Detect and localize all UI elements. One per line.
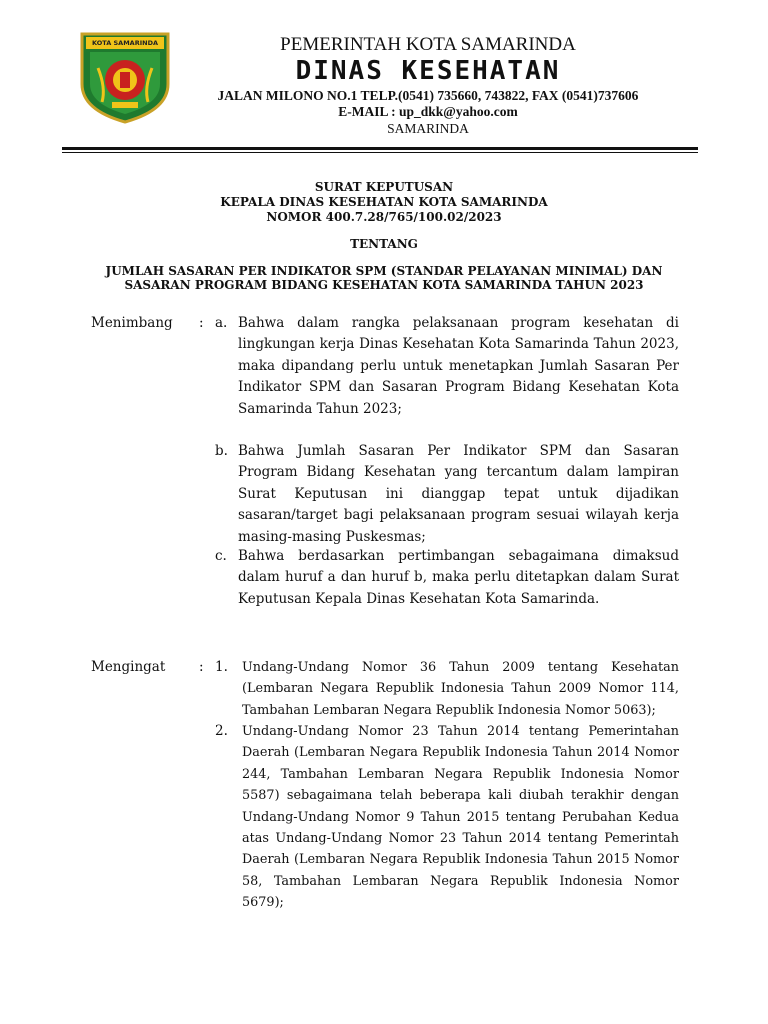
decree-subject-line-2: SASARAN PROGRAM BIDANG KESEHATAN KOTA SAMARINDA TAHUN 2023 (124, 278, 644, 292)
menimbang-label: Menimbang (91, 315, 173, 331)
city-emblem-logo (76, 28, 174, 124)
letterhead-rule-thick (62, 147, 698, 150)
menimbang-item-a: Bahwa dalam rangka pelaksanaan program kesehatan di lingkungan kerja Dinas Kesehatan Kota Samarinda Tahun 2023, maka dipandang perlu untuk menetapkan Jumlah Sasaran Per Indikator SPM dan Sasaran Program Bidang Kesehatan Kota Samarinda Tahun 2023; (238, 315, 679, 417)
letterhead-rule-thin (62, 152, 698, 153)
office-address: JALAN MILONO NO.1 TELP.(0541) 735660, 743822, FAX (0541)737606 (217, 88, 639, 103)
decree-subject-line-1: JUMLAH SASARAN PER INDIKATOR SPM (STANDAR PELAYANAN MINIMAL) DAN (105, 264, 663, 278)
mengingat-label: Mengingat (91, 659, 166, 675)
government-name: PEMERINTAH KOTA SAMARINDA (280, 34, 576, 55)
mengingat-item-2: Undang-Undang Nomor 23 Tahun 2014 tentang Pemerintahan Daerah (Lembaran Negara Republik Indonesia Tahun 2014 Nomor 244, Tambahan Lembaran Negara Republik Indonesia Nomor 5587) sebagaimana telah beberapa kali diubah terakhir dengan Undang-Undang Nomor 9 Tahun 2015 tentang Perubahan Kedua atas Undang-Undang Nomor 23 Tahun 2014 tentang Pemerintah Daerah (Lembaran Negara Republik Indonesia Tahun 2015 Nomor 58, Tambahan Lembaran Negara Republik Indonesia Nomor 5679); (242, 724, 679, 911)
menimbang-colon: : (199, 315, 204, 331)
decree-issuer: KEPALA DINAS KESEHATAN KOTA SAMARINDA (220, 195, 548, 209)
menimbang-marker-a: a. (215, 315, 228, 331)
mengingat-marker-1: 1. (215, 659, 228, 675)
mengingat-item-1: Undang-Undang Nomor 36 Tahun 2009 tentang Kesehatan (Lembaran Negara Republik Indonesia Tahun 2009 Nomor 114, Tambahan Lembaran Negara Republik Indonesia Nomor 5063); (242, 660, 679, 718)
decree-title: SURAT KEPUTUSAN (314, 180, 454, 194)
mengingat-colon: : (199, 659, 204, 675)
menimbang-marker-c: c. (215, 548, 227, 564)
logo-text: KOTA SAMARINDA (92, 39, 158, 47)
mengingat-marker-2: 2. (215, 723, 228, 739)
decree-number: NOMOR 400.7.28/765/100.02/2023 (266, 210, 502, 224)
office-email: E-MAIL : up_dkk@yahoo.com (338, 104, 518, 119)
decree-about-label: TENTANG (350, 237, 418, 251)
menimbang-item-b: Bahwa Jumlah Sasaran Per Indikator SPM dan Sasaran Program Bidang Kesehatan yang tercantum dalam lampiran Surat Keputusan ini dianggap tepat untuk dijadikan sasaran/target bagi pelaksanaan program sesuai wilayah kerja masing-masing Puskesmas; (238, 443, 679, 545)
menimbang-marker-b: b. (215, 443, 228, 459)
department-name: DINAS KESEHATAN (295, 56, 561, 86)
menimbang-item-c: Bahwa berdasarkan pertimbangan sebagaimana dimaksud dalam huruf a dan huruf b, maka perlu ditetapkan dalam Surat Keputusan Kepala Dinas Kesehatan Kota Samarinda. (238, 548, 679, 607)
office-city: SAMARINDA (387, 121, 469, 136)
